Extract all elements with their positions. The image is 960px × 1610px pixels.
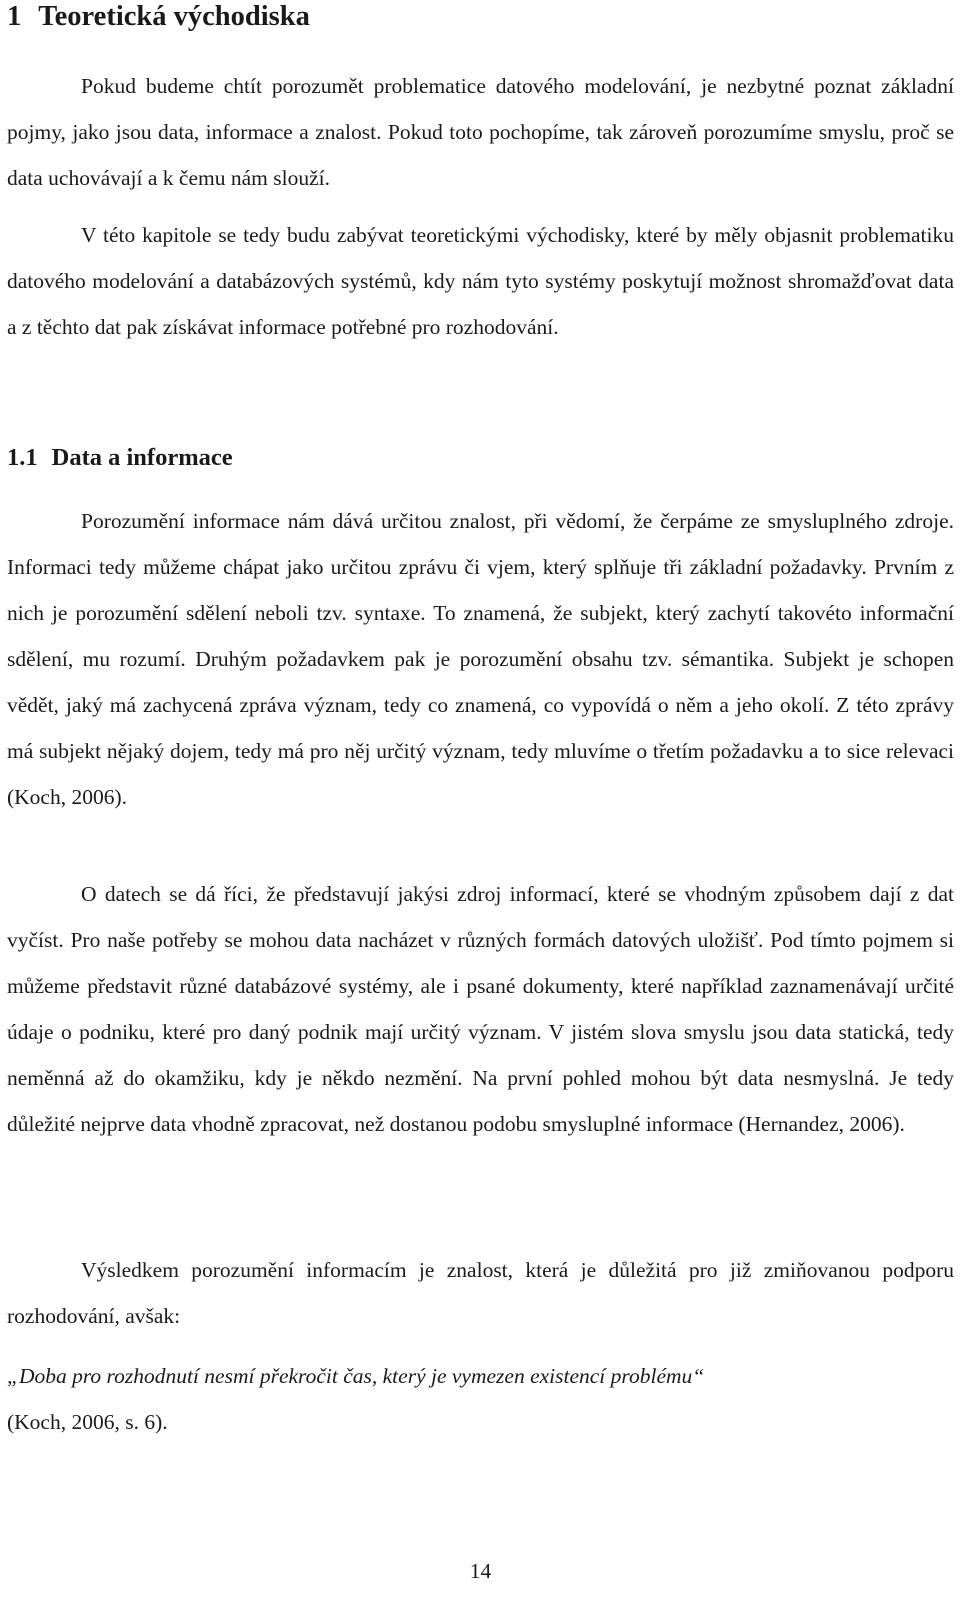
section-heading (7, 442, 233, 474)
section-paragraph-2: O datech se dá říci, že představují jakýsi zdroj informací, které se vhodným způsobem dají z dat vyčíst. Pro naše potřeby se mohou data nacházet v různých formách datových uložišť. Pod tímto pojmem si můžeme představit různé databázové systémy, ale i psané dokumenty, které například zaznamenávají určité údaje o podniku, které pro daný podnik mají určitý význam. V jistém slova smyslu jsou data statická, tedy neměnná až do okamžiku, kdy je někdo nezmění. Na první pohled mohou být data nesmyslná. Je tedy důležité nejprve data vhodně zpracovat, než dostanou podobu smysluplné informace (Hernandez, 2006). (7, 882, 954, 1136)
intro-paragraph-1: Pokud budeme chtít porozumět problematice datového modelování, je nezbytné poznat základní pojmy, jako jsou data, informace a znalost. Pokud toto pochopíme, tak zároveň porozumíme smyslu, proč se data uchovávají a k čemu nám slouží. (7, 74, 954, 190)
quote-text: „Doba pro rozhodnutí nesmí překročit čas, který je vymezen existencí problému“ (7, 1364, 705, 1388)
chapter-number: 1 (7, 1, 22, 32)
section-paragraph-1: Porozumění informace nám dává určitou znalost, při vědomí, že čerpáme ze smysluplného zdroje. Informaci tedy můžeme chápat jako určitou zprávu či vjem, který splňuje tři základní požadavky. Prvním z nich je porozumění sdělení neboli tzv. syntaxe. To znamená, že subjekt, který zachytí takovéto informační sdělení, mu rozumí. Druhým požadavkem pak je porozumění obsahu tzv. sémantika. Subjekt je schopen vědět, jaký má zachycená zpráva význam, tedy co znamená, co vypovídá o něm a jeho okolí. Z této zprávy má subjekt nějaký dojem, tedy má pro něj určitý význam, tedy mluvíme o třetím požadavku a to sice relevaci (Koch, 2006). (7, 509, 954, 809)
chapter-title: Teoretická východiska (38, 1, 310, 32)
block-quote (7, 1353, 954, 1445)
intro-paragraph-2: V této kapitole se tedy budu zabývat teoretickými východisky, které by měly objasnit problematiku datového modelování a databázových systémů, kdy nám tyto systémy poskytují možnost shromažďovat data a z těchto dat pak získávat informace potřebné pro rozhodování. (7, 223, 954, 339)
section-title: Data a informace (51, 444, 233, 471)
section-number: 1.1 (7, 444, 38, 471)
section-paragraph-3: Výsledkem porozumění informacím je znalost, která je důležitá pro již zmiňovanou podporu rozhodování, avšak: (7, 1258, 954, 1328)
page-number: 14 (469, 1559, 492, 1583)
quote-citation: (Koch, 2006, s. 6). (7, 1410, 168, 1434)
chapter-heading (7, 0, 310, 35)
